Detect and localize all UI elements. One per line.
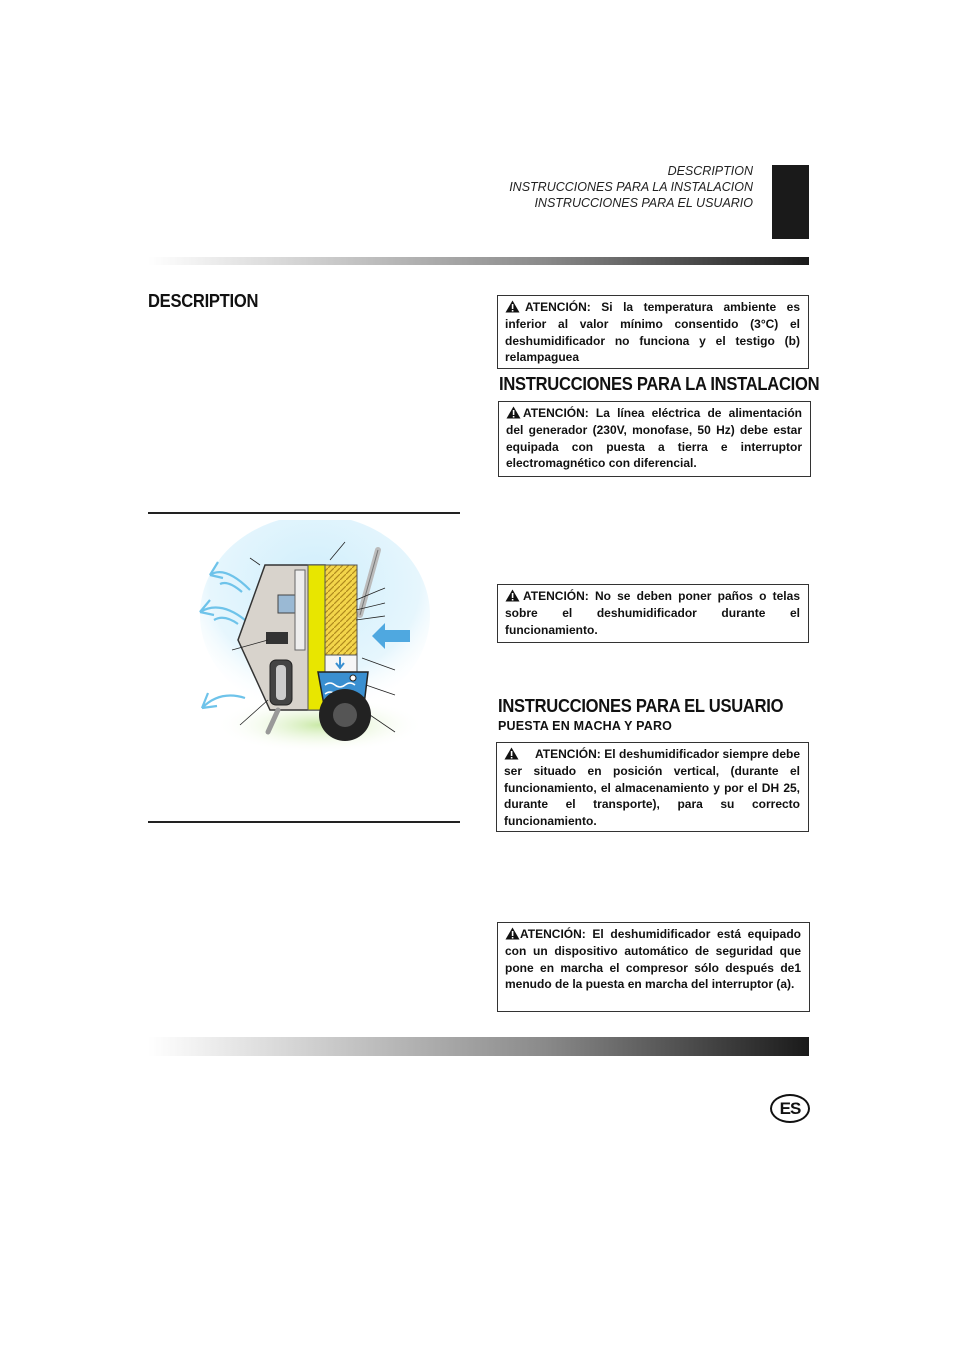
warning-triangle-icon [505,589,520,602]
float-indicator [350,675,356,681]
installation-title: INSTRUCCIONES PARA LA INSTALACION [499,374,820,394]
warning-text-vertical: ATENCIÓN: El deshumidificador siempre debe ser situado en posición vertical, (durante el funcionamiento, el almacenamiento y por el DH 25, durante el transporte), para su correcto funcionamiento. [504,747,800,829]
header-nav-item-description: DESCRIPTION [667,164,753,178]
warning-box-cloth [497,584,809,643]
warning-triangle-icon [505,300,520,313]
warning-triangle-icon [505,927,520,940]
figure-bottom-rule [148,821,460,823]
warning-box-vertical [496,742,809,832]
fan-blade [295,570,305,650]
user-subtitle: PUESTA EN MACHA Y PARO [498,719,673,733]
header-tab-block [772,165,809,239]
header-nav-item-installation: INSTRUCCIONES PARA LA INSTALACION [509,180,753,194]
warning-text-cloth: ATENCIÓN: No se deben poner paños o telas sobre el deshumidificador durante el funcionamiento. [505,589,800,637]
evaporator-coil [325,565,357,655]
dehumidifier-diagram [190,520,430,760]
warning-text-compressor: ATENCIÓN: El deshumidificador está equipado con un dispositivo automático de seguridad que pone en marcha el compresor sólo después de1 menudo de la puesta en marcha del interruptor (a). [505,927,801,992]
compressor-highlight [276,665,286,700]
figure-top-rule [148,512,460,514]
fan-motor [278,595,296,613]
language-badge: ES [770,1094,810,1123]
warning-triangle-icon [506,406,521,419]
warning-text-electrical: ATENCIÓN: La línea eléctrica de alimentación del generador (230V, monofase, 50 Hz) debe estar equipada con puesta a tierra e interruptor electromagnético con diferencial. [506,406,802,471]
warning-box-electrical [498,401,811,477]
warning-text-temperature: ATENCIÓN: Si la temperatura ambiente es inferior al valor mínimo consentido (3°C) el deshumidificador no funciona y el testigo (b) relampaguea [505,300,800,365]
warning-box-compressor [497,922,810,1012]
user-title: INSTRUCCIONES PARA EL USUARIO [498,696,784,716]
footer-gradient-bar [148,1037,809,1056]
header-gradient-bar [148,257,809,265]
warning-triangle-icon [504,747,519,760]
header-nav-item-user: INSTRUCCIONES PARA EL USUARIO [534,196,753,210]
warning-box-temperature [497,295,809,369]
description-title: DESCRIPTION [148,291,259,311]
control-box [266,632,288,644]
header-nav [433,163,753,211]
